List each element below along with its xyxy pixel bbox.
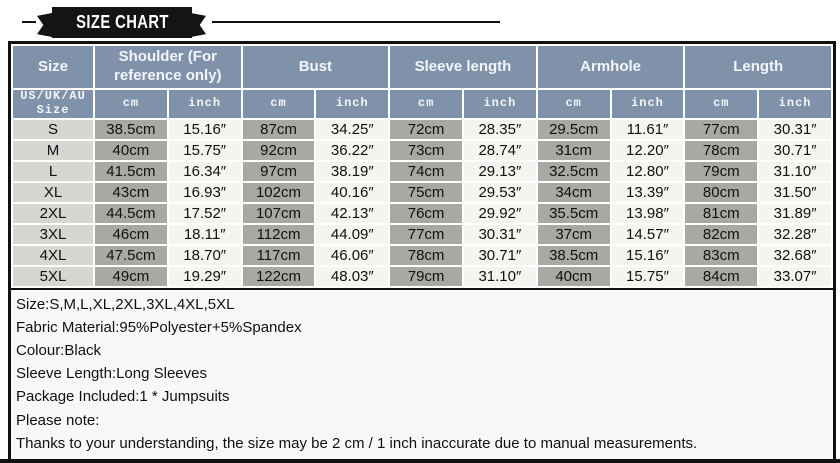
measurement-cell: 83cm: [684, 245, 758, 266]
header-unit-row: [12, 89, 832, 119]
measurement-cell: 15.75″: [168, 140, 242, 161]
size-label-cell: M: [12, 140, 94, 161]
note-line-fabric-material: Fabric Material:95%Polyester+5%Spandex: [16, 318, 302, 336]
header-group-row: [12, 45, 832, 89]
size-label-cell: 5XL: [12, 266, 94, 287]
measurement-cell: 15.75″: [611, 266, 685, 287]
measurement-cell: 47.5cm: [94, 245, 168, 266]
measurement-cell: 74cm: [389, 161, 463, 182]
measurement-cell: 79cm: [684, 161, 758, 182]
measurement-cell: 48.03″: [315, 266, 389, 287]
measurement-cell: 30.31″: [463, 224, 537, 245]
unit-header-inch: inch: [611, 89, 685, 119]
banner-title: SIZE CHART: [75, 12, 169, 32]
size-label-cell: L: [12, 161, 94, 182]
bottom-border-bar: [0, 459, 840, 463]
measurement-cell: 28.74″: [463, 140, 537, 161]
size-label-cell: S: [12, 119, 94, 140]
measurement-cell: 12.20″: [611, 140, 685, 161]
measurement-cell: 40.16″: [315, 182, 389, 203]
measurement-cell: 13.98″: [611, 203, 685, 224]
measurement-cell: 32.28″: [758, 224, 832, 245]
measurement-cell: 43cm: [94, 182, 168, 203]
measurement-cell: 33.07″: [758, 266, 832, 287]
column-header-armhole: Armhole: [537, 45, 685, 89]
measurement-cell: 79cm: [389, 266, 463, 287]
measurement-cell: 30.71″: [758, 140, 832, 161]
column-header-length: Length: [684, 45, 832, 89]
measurement-cell: 76cm: [389, 203, 463, 224]
note-line-colour: Colour:Black: [16, 342, 102, 359]
measurement-cell: 34cm: [537, 182, 611, 203]
table-row: [12, 182, 832, 203]
table-row: [12, 161, 832, 182]
measurement-cell: 29.5cm: [537, 119, 611, 140]
measurement-cell: 38.5cm: [537, 245, 611, 266]
size-label-cell: 4XL: [12, 245, 94, 266]
measurement-cell: 16.93″: [168, 182, 242, 203]
measurement-cell: 29.53″: [463, 182, 537, 203]
measurement-cell: 18.11″: [168, 224, 242, 245]
measurement-cell: 87cm: [242, 119, 316, 140]
note-line-package-included: Package Included:1 * Jumpsuits: [16, 388, 230, 406]
unit-header-inch: inch: [758, 89, 832, 119]
note-line-sleeve-length: Sleeve Length:Long Sleeves: [16, 365, 207, 383]
note-line-please-note: Please note:: [16, 411, 100, 429]
measurement-cell: 15.16″: [611, 245, 685, 266]
measurement-cell: 31cm: [537, 140, 611, 161]
measurement-cell: 44.09″: [315, 224, 389, 245]
measurement-cell: 46.06″: [315, 245, 389, 266]
unit-header-cm: cm: [537, 89, 611, 119]
measurement-cell: 122cm: [242, 266, 316, 287]
measurement-cell: 29.92″: [463, 203, 537, 224]
measurement-cell: 117cm: [242, 245, 316, 266]
column-header-shoulder: Shoulder (For reference only): [94, 45, 242, 89]
unit-header-cm: cm: [242, 89, 316, 119]
measurement-cell: 14.57″: [611, 224, 685, 245]
measurement-cell: 35.5cm: [537, 203, 611, 224]
measurement-cell: 82cm: [684, 224, 758, 245]
measurement-cell: 102cm: [242, 182, 316, 203]
measurement-cell: 112cm: [242, 224, 316, 245]
measurement-cell: 72cm: [389, 119, 463, 140]
table-row: [12, 140, 832, 161]
measurement-cell: 41.5cm: [94, 161, 168, 182]
size-label-cell: 3XL: [12, 224, 94, 245]
measurement-cell: 30.71″: [463, 245, 537, 266]
measurement-cell: 78cm: [684, 140, 758, 161]
size-chart-ribbon: [52, 7, 192, 38]
measurement-cell: 11.61″: [611, 119, 685, 140]
unit-header-inch: inch: [315, 89, 389, 119]
size-table: [11, 44, 833, 288]
table-row: [12, 266, 832, 287]
note-line-sizes: Size:S,M,L,XL,2XL,3XL,4XL,5XL: [16, 295, 235, 313]
measurement-cell: 49cm: [94, 266, 168, 287]
column-header-size: Size: [12, 45, 94, 89]
banner-right-line: [212, 21, 500, 23]
measurement-cell: 31.10″: [463, 266, 537, 287]
measurement-cell: 42.13″: [315, 203, 389, 224]
unit-header-inch: inch: [463, 89, 537, 119]
size-chart-sheet: [8, 41, 836, 459]
size-table-body: [12, 119, 832, 287]
measurement-cell: 92cm: [242, 140, 316, 161]
measurement-cell: 34.25″: [315, 119, 389, 140]
note-line-measurement-disclaimer: Thanks to your understanding, the size may be 2 cm / 1 inch inaccurate due to manual measurements.: [16, 434, 698, 452]
unit-header-inch: inch: [168, 89, 242, 119]
measurement-cell: 15.16″: [168, 119, 242, 140]
measurement-cell: 97cm: [242, 161, 316, 182]
measurement-cell: 32.5cm: [537, 161, 611, 182]
measurement-cell: 16.34″: [168, 161, 242, 182]
unit-header-cm: cm: [684, 89, 758, 119]
measurement-cell: 31.10″: [758, 161, 832, 182]
measurement-cell: 32.68″: [758, 245, 832, 266]
measurement-cell: 40cm: [94, 140, 168, 161]
size-label-cell: 2XL: [12, 203, 94, 224]
ribbon-left-fold-icon: [37, 13, 52, 37]
measurement-cell: 29.13″: [463, 161, 537, 182]
measurement-cell: 12.80″: [611, 161, 685, 182]
product-notes: [11, 290, 833, 459]
column-header-sleeve-length: Sleeve length: [389, 45, 537, 89]
unit-header-cm: cm: [389, 89, 463, 119]
measurement-cell: 107cm: [242, 203, 316, 224]
table-row: [12, 245, 832, 266]
size-table-header: [12, 45, 832, 119]
measurement-cell: 73cm: [389, 140, 463, 161]
subheader-us-uk-au-size: US/UK/AU Size: [12, 89, 94, 119]
measurement-cell: 84cm: [684, 266, 758, 287]
measurement-cell: 30.31″: [758, 119, 832, 140]
measurement-cell: 13.39″: [611, 182, 685, 203]
column-header-bust: Bust: [242, 45, 390, 89]
measurement-cell: 18.70″: [168, 245, 242, 266]
measurement-cell: 36.22″: [315, 140, 389, 161]
measurement-cell: 78cm: [389, 245, 463, 266]
measurement-cell: 77cm: [684, 119, 758, 140]
table-row: [12, 224, 832, 245]
measurement-cell: 81cm: [684, 203, 758, 224]
measurement-cell: 31.89″: [758, 203, 832, 224]
measurement-cell: 80cm: [684, 182, 758, 203]
table-row: [12, 119, 832, 140]
measurement-cell: 31.50″: [758, 182, 832, 203]
measurement-cell: 75cm: [389, 182, 463, 203]
ribbon-right-fold-icon: [191, 13, 206, 37]
size-chart-banner: [0, 0, 840, 41]
measurement-cell: 28.35″: [463, 119, 537, 140]
measurement-cell: 77cm: [389, 224, 463, 245]
measurement-cell: 44.5cm: [94, 203, 168, 224]
measurement-cell: 46cm: [94, 224, 168, 245]
measurement-cell: 19.29″: [168, 266, 242, 287]
banner-left-dash: [22, 21, 36, 23]
table-row: [12, 203, 832, 224]
measurement-cell: 17.52″: [168, 203, 242, 224]
measurement-cell: 38.5cm: [94, 119, 168, 140]
measurement-cell: 40cm: [537, 266, 611, 287]
measurement-cell: 37cm: [537, 224, 611, 245]
unit-header-cm: cm: [94, 89, 168, 119]
size-label-cell: XL: [12, 182, 94, 203]
measurement-cell: 38.19″: [315, 161, 389, 182]
